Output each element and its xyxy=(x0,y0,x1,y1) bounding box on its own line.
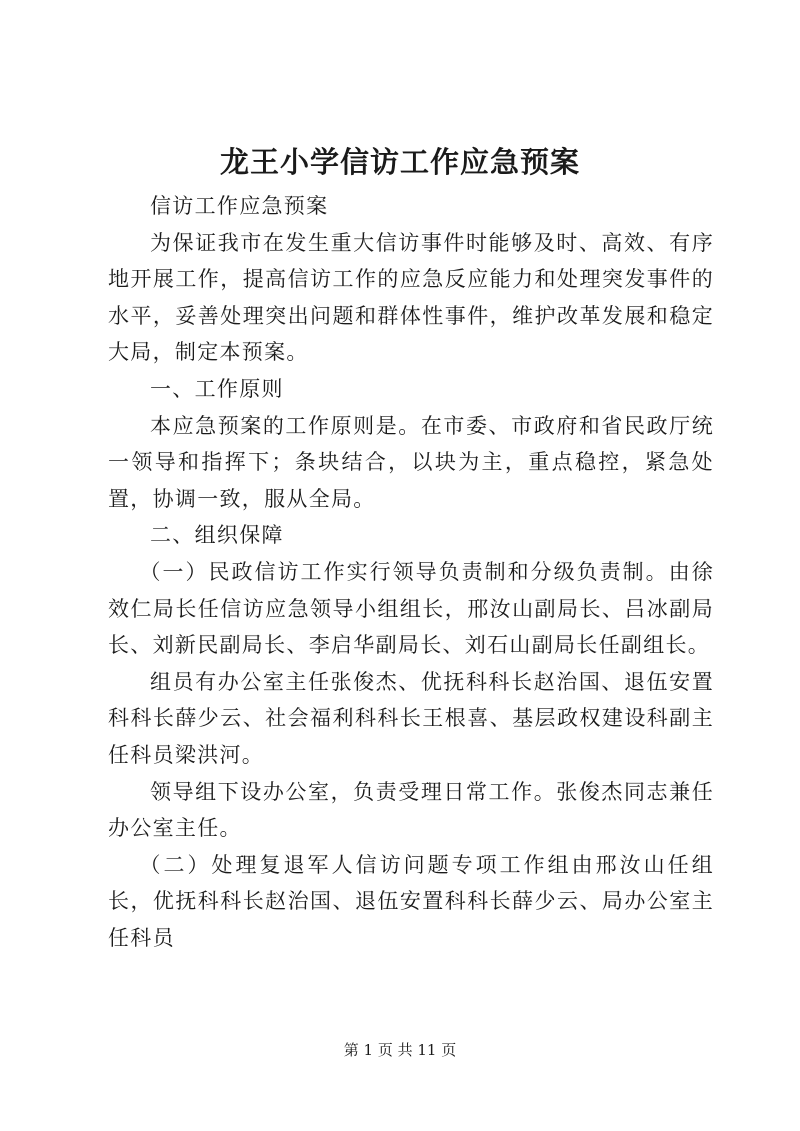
document-body xyxy=(108,188,714,956)
page-footer: 第 1 页 共 11 页 xyxy=(343,1041,457,1059)
office-paragraph: 领导组下设办公室，负责受理日常工作。张俊杰同志兼任办公室主任。 xyxy=(108,779,714,841)
organization-paragraph-1: （一）民政信访工作实行领导负责制和分级负责制。由徐效仁局长任信访应急领导小组组长，邢汝山副局长、吕冰副局长、刘新民副局长、李启华副局长、刘石山副局长任副组长。 xyxy=(108,559,714,658)
section-heading-principles: 一、工作原则 xyxy=(150,376,284,401)
intro-paragraph: 为保证我市在发生重大信访事件时能够及时、高效、有序地开展工作，提高信访工作的应急反应能力和处理突发事件的水平，妥善处理突出问题和群体性事件，维护改革发展和稳定大局，制定本预案。 xyxy=(108,230,714,365)
principles-paragraph: 本应急预案的工作原则是。在市委、市政府和省民政厅统一领导和指挥下；条块结合，以块为主，重点稳控，紧急处置，协调一致，服从全局。 xyxy=(108,413,714,511)
organization-paragraph-2: （二）处理复退军人信访问题专项工作组由邢汝山任组长，优抚科科长赵治国、退伍安置科科长薛少云、局办公室主任科员 xyxy=(108,852,714,950)
members-paragraph: 组员有办公室主任张俊杰、优抚科科长赵治国、退伍安置科科长薛少云、社会福利科科长王根喜、基层政权建设科副主任科员梁洪河。 xyxy=(108,669,714,767)
section-heading-organization: 二、组织保障 xyxy=(150,523,284,548)
document-title: 龙王小学信访工作应急预案 xyxy=(219,145,580,179)
subtitle-paragraph: 信访工作应急预案 xyxy=(150,194,329,218)
